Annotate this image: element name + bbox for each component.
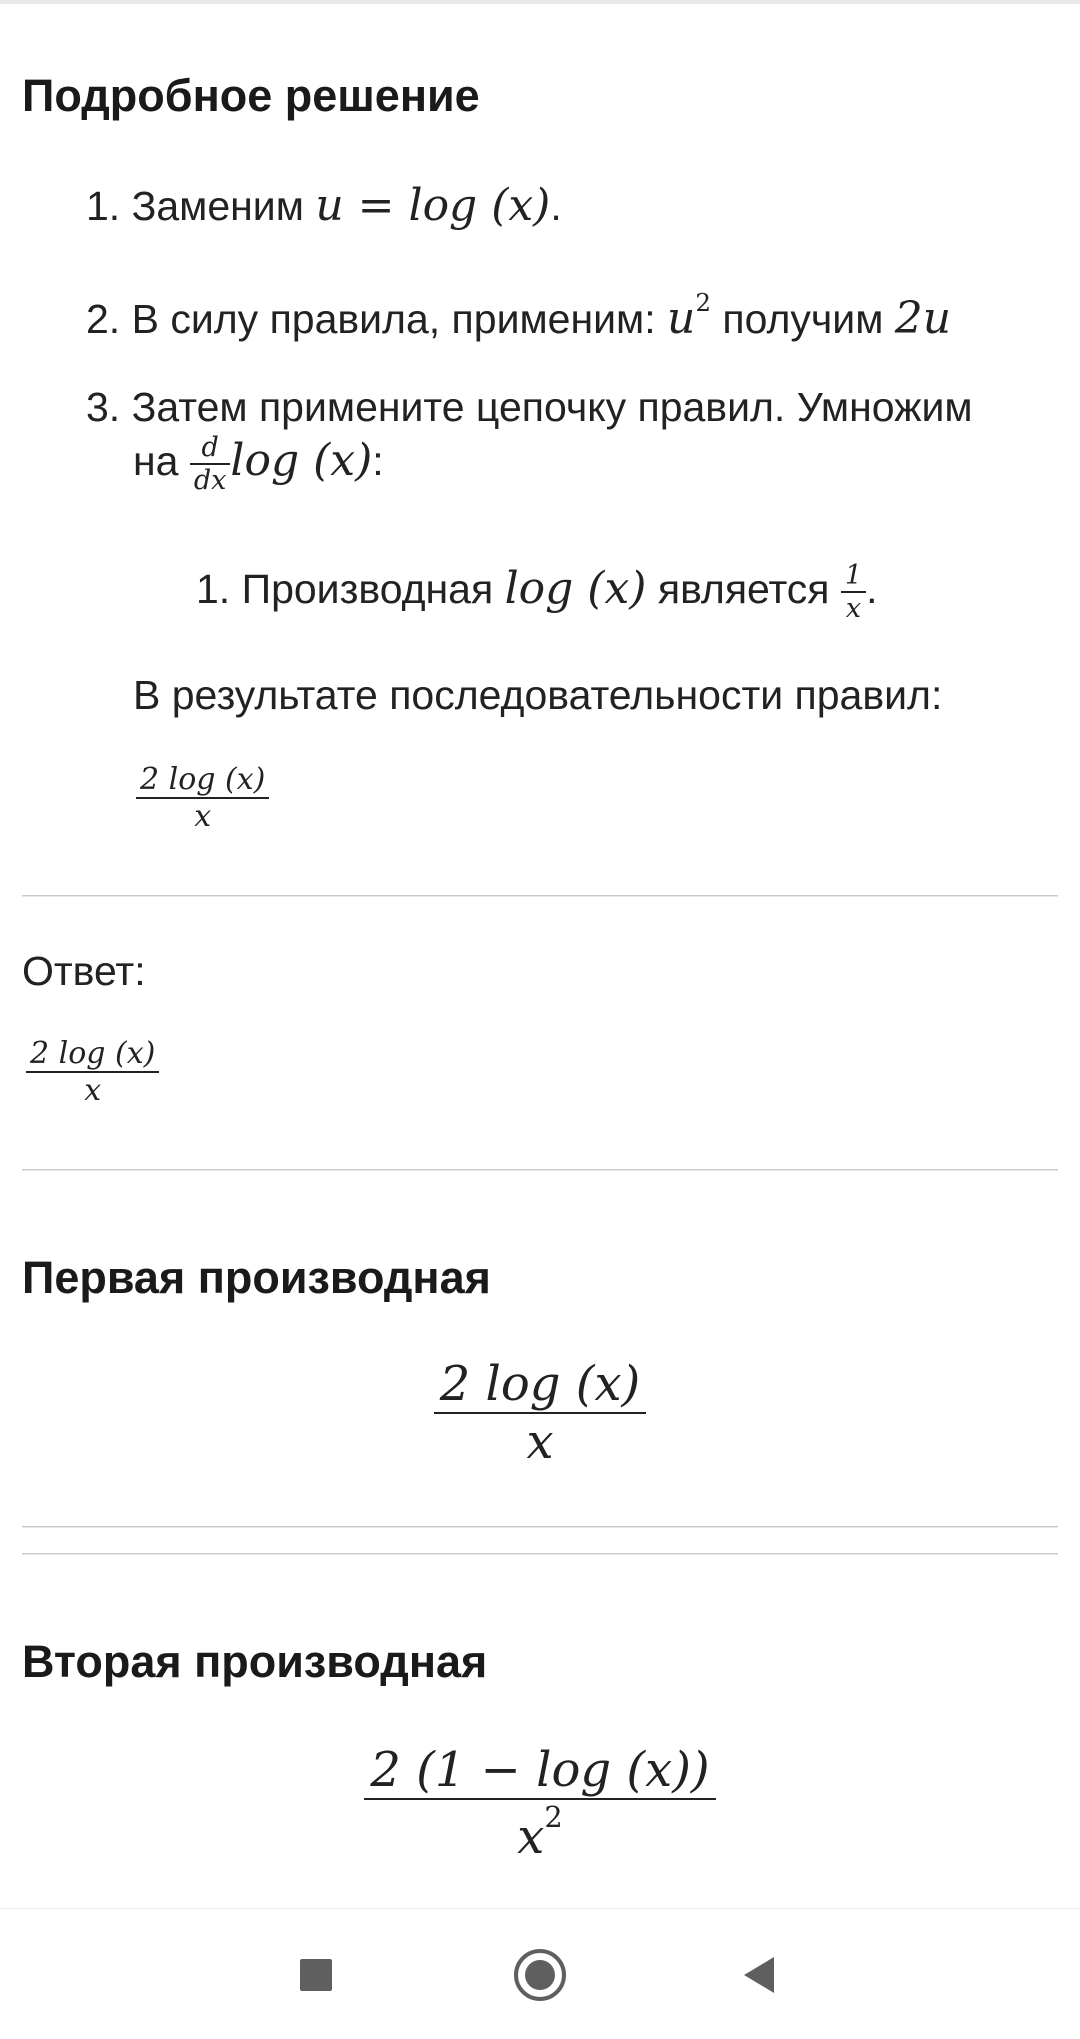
step-2: [86, 288, 951, 344]
step-2-math-exponent: 2: [695, 288, 711, 317]
step-2-middle: получим: [722, 296, 884, 343]
step-2-number: 2.: [86, 296, 121, 343]
fraction-numerator: 1: [844, 560, 863, 591]
step-1: [86, 180, 562, 231]
substep-1-text-b: является: [657, 565, 830, 612]
step-2-math-u: u: [667, 293, 696, 345]
fraction-denominator: x: [845, 593, 862, 624]
answer-expression: [26, 1036, 159, 1108]
step-2-math-result: 2u: [894, 293, 952, 345]
recent-apps-icon: [296, 1955, 336, 1995]
result-label: В результате последовательности правил:: [133, 672, 943, 718]
substep-1: [196, 560, 878, 624]
first-derivative-numerator: 2 log (x): [439, 1356, 641, 1412]
divider: [22, 1553, 1058, 1555]
second-derivative-numerator: 2 (1 − log (x)): [370, 1742, 710, 1798]
substep-1-number: 1.: [196, 565, 231, 612]
divider: [22, 1526, 1058, 1528]
denominator-exponent: 2: [544, 1800, 563, 1834]
divider: [22, 1169, 1058, 1171]
step-3-suffix: :: [372, 437, 384, 484]
step-3-math: log (x): [230, 434, 373, 486]
home-icon: [512, 1947, 568, 2003]
result-numerator: 2 log (x): [140, 762, 266, 797]
step-3-text-na: на: [133, 437, 179, 484]
substep-1-suffix: .: [866, 565, 878, 612]
operator-denominator: dx: [193, 465, 227, 496]
step-2-text: В силу правила, применим:: [131, 296, 656, 343]
substep-1-math: log (x): [504, 562, 647, 614]
answer-label: Ответ:: [22, 948, 146, 994]
back-button[interactable]: [722, 1937, 798, 2013]
first-derivative-denominator: x: [526, 1414, 554, 1470]
substep-1-text-a: Производная: [241, 565, 494, 612]
step-3-line-1: [86, 384, 973, 431]
second-derivative-denominator: [513, 1800, 566, 1865]
step-1-suffix: .: [550, 183, 562, 229]
back-icon: [738, 1953, 782, 1997]
result-expression: [136, 762, 269, 834]
step-1-math: u = log (x): [315, 180, 551, 231]
step-3-line-2: [133, 432, 384, 496]
step-1-text: Заменим: [131, 183, 304, 229]
result-denominator: x: [194, 799, 212, 834]
answer-denominator: x: [84, 1073, 102, 1108]
answer-numerator: 2 log (x): [30, 1036, 156, 1071]
step-1-number: 1.: [86, 183, 121, 229]
navigation-bar: [0, 1908, 1080, 2039]
first-derivative-heading: Первая производная: [22, 1252, 491, 1303]
denominator-base: x: [517, 1808, 545, 1865]
step-3-number: 3.: [86, 384, 121, 430]
detailed-solution-heading: Подробное решение: [22, 70, 480, 121]
operator-numerator: d: [201, 432, 219, 463]
step-3-text: Затем примените цепочку правил. Умножим: [131, 384, 973, 430]
substep-1-fraction: [841, 560, 866, 624]
second-derivative-expression: [0, 1742, 1080, 1865]
divider: [22, 895, 1058, 897]
recent-apps-button[interactable]: [278, 1937, 354, 2013]
home-button[interactable]: [502, 1937, 578, 2013]
second-derivative-heading: Вторая производная: [22, 1636, 488, 1687]
first-derivative-expression: [0, 1356, 1080, 1470]
step-3-derivative-operator: [190, 432, 231, 496]
